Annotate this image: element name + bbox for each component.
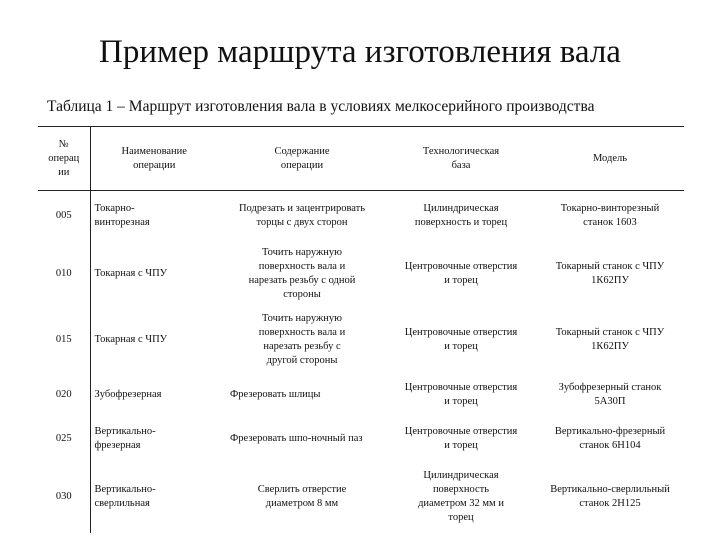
cell-content: Фрезеровать шлицы (230, 388, 321, 400)
cell-base: Центровочные отверстия и торец (404, 260, 518, 286)
cell-num: 020 (55, 388, 72, 400)
cell-name: Вертикально- сверлильная (90, 461, 218, 533)
cell-model: Вертикально-сверлильный станок 2Н125 (550, 483, 670, 509)
cell-num: 005 (55, 209, 72, 221)
cell-name: Токарно- винторезная (90, 191, 218, 241)
cell-base: Цилиндрическая поверхность диаметром 32 мм и торец (418, 469, 504, 523)
cell-model: Вертикально-фрезерный станок 6Н104 (554, 425, 666, 451)
cell-content: Подрезать и зацентрировать торцы с двух сторон (238, 202, 366, 228)
cell-content: Сверлить отверстие диаметром 8 мм (257, 483, 347, 509)
table-row (38, 241, 684, 307)
cell-model: Токарный станок с ЧПУ 1К62ПУ (555, 326, 665, 352)
table-row (38, 373, 684, 417)
cell-name: Вертикально- фрезерная (90, 417, 218, 461)
cell-name: Токарная с ЧПУ (90, 241, 218, 307)
cell-base: Центровочные отверстия и торец (404, 425, 518, 451)
slide-title: Пример маршрута изготовления вала (99, 34, 621, 70)
table-row (38, 461, 684, 533)
cell-base: Цилиндрическая поверхность и торец (414, 202, 508, 228)
cell-name: Токарная с ЧПУ (90, 307, 218, 373)
cell-base: Центровочные отверстия и торец (404, 326, 518, 352)
header-base: Технологическая база (422, 145, 500, 171)
cell-num: 010 (55, 267, 72, 279)
cell-name: Зубофрезерная (90, 373, 218, 417)
cell-model: Токарно-винторезный станок 1603 (560, 202, 660, 228)
cell-content: Фрезеровать шпо-ночный паз (230, 432, 363, 444)
cell-num: 025 (55, 432, 72, 444)
cell-base: Центровочные отверстия и торец (404, 381, 518, 407)
header-num: № операц ии (48, 138, 80, 178)
cell-model: Токарный станок с ЧПУ 1К62ПУ (555, 260, 665, 286)
table-row (38, 307, 684, 373)
header-model: Модель (592, 152, 628, 164)
header-name: Наименование операции (90, 127, 218, 191)
table-row (38, 417, 684, 461)
header-content: Содержание операции (274, 145, 330, 171)
table-row (38, 191, 684, 241)
cell-num: 030 (55, 490, 72, 502)
table-caption: Таблица 1 – Маршрут изготовления вала в условиях мелкосерийного производства (47, 98, 595, 115)
cell-content: Точить наружную поверхность вала и нарезать резьбу с одной стороны (248, 246, 356, 300)
cell-model: Зубофрезерный станок 5А30П (558, 381, 662, 407)
route-table (38, 126, 684, 533)
cell-content: Точить наружную поверхность вала и нарезать резьбу с другой стороны (258, 312, 346, 366)
table-header-row (38, 127, 684, 191)
cell-num: 015 (55, 333, 72, 345)
